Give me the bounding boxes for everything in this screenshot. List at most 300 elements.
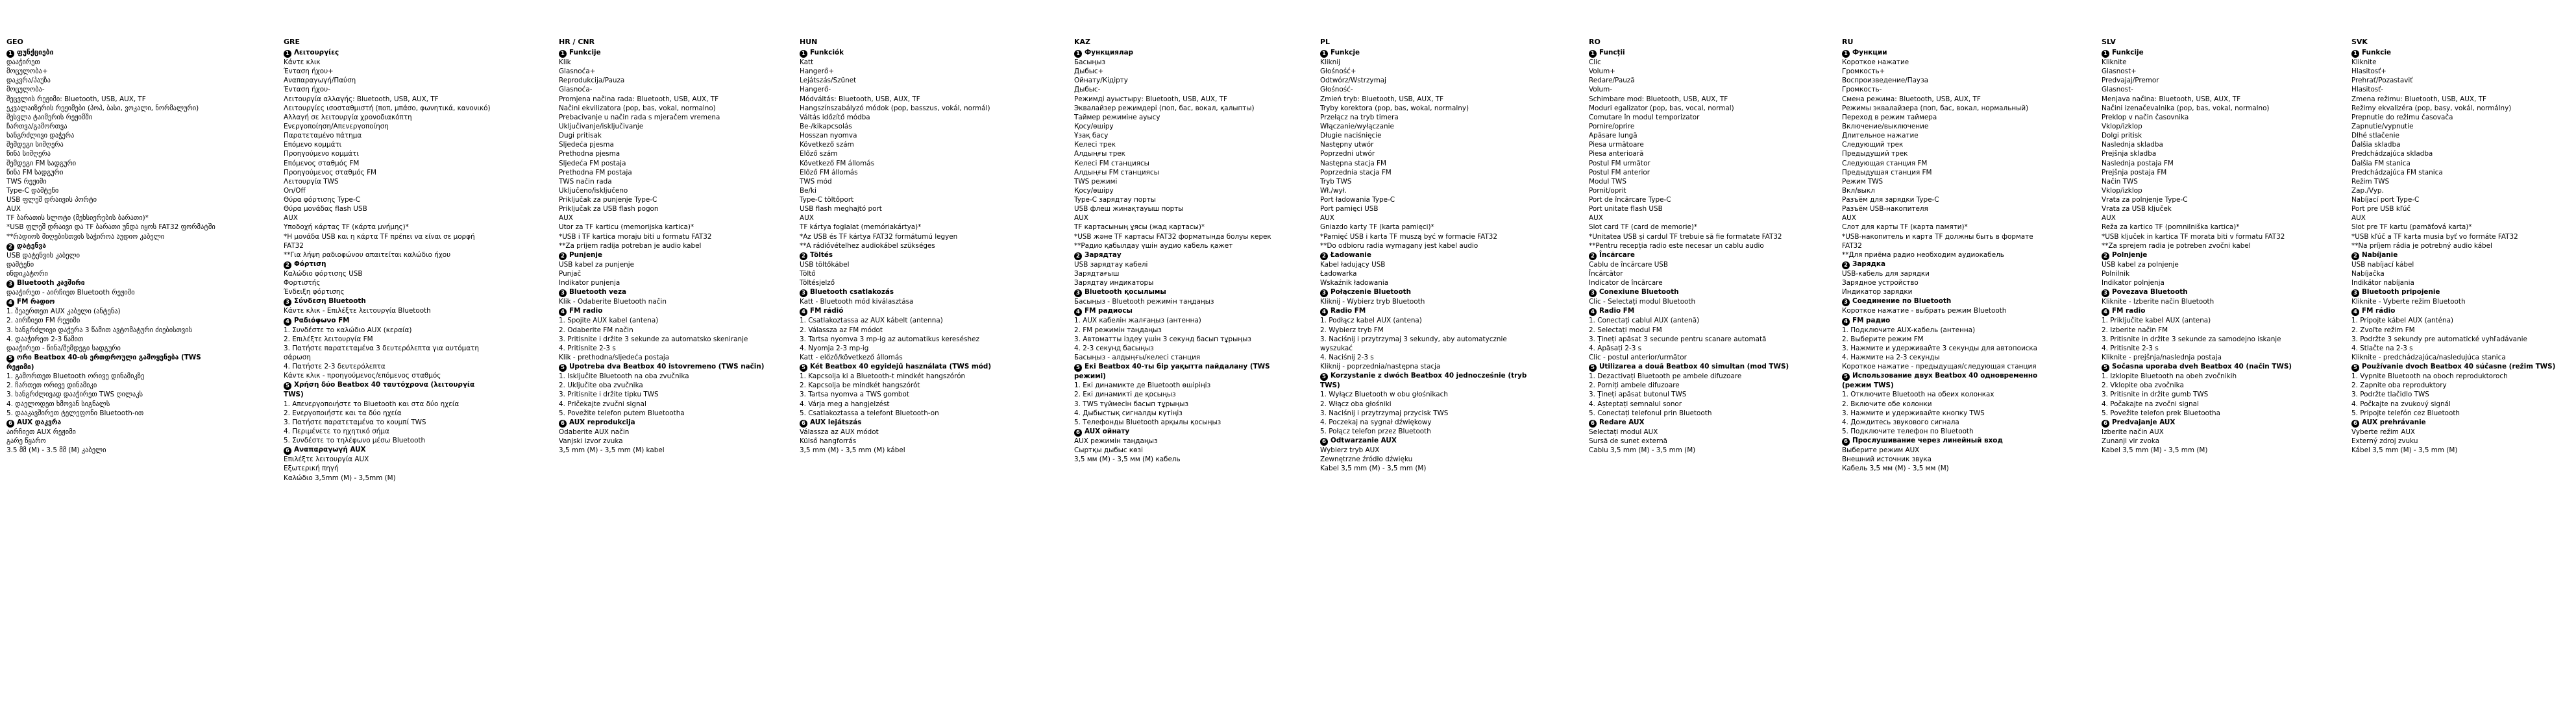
line-text: Előző szám xyxy=(800,150,838,158)
step-number-badge: 4 xyxy=(1320,308,1328,316)
line-text: Режим TWS xyxy=(1842,177,1883,186)
line-text: 3,5 mm (M) - 3,5 mm (M) kábel xyxy=(800,446,905,455)
text-line xyxy=(1842,113,2051,122)
line-text: Odtwarzanie AUX xyxy=(1331,437,1397,445)
line-text: 4. Дождитесь звукового сигнала xyxy=(1842,418,1959,426)
text-line xyxy=(284,204,493,213)
line-text: Katt - Bluetooth mód kiválasztása xyxy=(800,298,914,306)
step-number-badge: 2 xyxy=(2102,252,2109,260)
text-line xyxy=(284,58,493,67)
line-text: Nabíjací port Type-C xyxy=(2351,196,2420,204)
section-heading xyxy=(559,287,768,297)
line-text: Υποδοχή κάρτας TF (κάρτα μνήμης)* xyxy=(284,223,409,232)
line-text: AUX ойнату xyxy=(1085,428,1130,436)
line-text: Кабель 3,5 мм (M) - 3,5 мм (M) xyxy=(1842,465,1949,473)
line-text: AUX xyxy=(284,214,298,223)
text-line xyxy=(1320,149,1529,158)
line-text: Pornire/oprire xyxy=(1589,122,1635,130)
line-text: Clic - Selectați modul Bluetooth xyxy=(1589,298,1696,306)
step-number-badge: 3 xyxy=(284,298,291,306)
step-number-badge: 4 xyxy=(1842,318,1850,326)
text-line xyxy=(1320,85,1529,94)
text-line xyxy=(6,104,215,113)
line-text: *Az USB és TF kártya FAT32 formátumú legyen xyxy=(800,232,958,241)
text-line xyxy=(2102,446,2311,455)
text-line xyxy=(1589,95,1798,104)
text-line xyxy=(1842,362,2051,371)
line-text: Predchádzajúca skladba xyxy=(2351,150,2433,158)
line-text: FM радио xyxy=(1852,316,1891,324)
text-line xyxy=(1320,95,1529,104)
line-text: Kliknite - predchádzajúca/nasledujúca stanica xyxy=(2351,354,2506,362)
line-text: Menjava načina: Bluetooth, USB, AUX, TF xyxy=(2102,95,2241,103)
text-line xyxy=(1842,122,2051,131)
section-heading xyxy=(1320,250,1529,260)
line-text: დაკვრა/პაუზა xyxy=(6,77,51,85)
language-column xyxy=(559,38,768,455)
text-line xyxy=(284,287,493,296)
text-line xyxy=(800,241,1009,250)
section-heading xyxy=(800,48,1009,58)
line-text: Sursă de sunet externă xyxy=(1589,437,1668,446)
section-heading xyxy=(6,353,215,372)
language-code: HUN xyxy=(800,38,818,46)
line-text: Poprzednia stacja FM xyxy=(1320,168,1392,176)
section-heading xyxy=(284,380,493,399)
line-text: 1. Συνδέστε το καλώδιο AUX (κεραία) xyxy=(284,326,412,334)
line-text: Kliknij - poprzednia/następna stacja xyxy=(1320,363,1441,371)
step-number-badge: 5 xyxy=(2102,364,2109,372)
text-line xyxy=(1589,213,1798,223)
text-line xyxy=(6,344,215,353)
text-line xyxy=(2102,326,2311,335)
line-text: Предыдущий трек xyxy=(1842,150,1908,158)
text-line xyxy=(559,204,768,213)
text-line xyxy=(800,131,1009,140)
text-line xyxy=(2102,223,2311,232)
text-line xyxy=(2102,131,2311,140)
text-line xyxy=(2102,67,2311,76)
text-line xyxy=(284,186,493,195)
text-line xyxy=(1074,400,1283,409)
line-text: *USB ključek in kartica TF morata biti v formatu FAT32 xyxy=(2102,232,2285,241)
text-line xyxy=(1320,409,1529,418)
text-line xyxy=(800,344,1009,353)
line-text: Λειτουργίες ισοσταθμιστή (ποπ, μπάσο, φωνητικά, κανονικό) xyxy=(284,104,491,112)
line-text: Glasnoća- xyxy=(559,86,593,94)
line-text: Port ładowania Type-C xyxy=(1320,196,1395,204)
text-line xyxy=(2351,104,2560,113)
text-line xyxy=(1842,344,2051,353)
text-line xyxy=(1074,177,1283,186)
text-line xyxy=(1589,186,1798,195)
text-line xyxy=(1842,409,2051,418)
line-text: აირჩიეთ AUX რეჟიმი xyxy=(6,428,76,436)
text-line xyxy=(1842,104,2051,113)
line-text: Слот для карты TF (карта памяти)* xyxy=(1842,223,1968,232)
text-line xyxy=(1074,95,1283,104)
text-line xyxy=(2102,316,2311,325)
line-text: Redare AUX xyxy=(1599,418,1645,426)
text-line xyxy=(6,381,215,390)
line-text: Módváltás: Bluetooth, USB, AUX, TF xyxy=(800,95,920,103)
text-line xyxy=(284,67,493,76)
line-text: 1. Отключите Bluetooth на обеих колонках xyxy=(1842,391,1994,399)
line-text: Зарядтағыш xyxy=(1074,270,1120,278)
line-text: Hosszan nyomva xyxy=(800,132,857,140)
text-line xyxy=(2351,297,2560,306)
text-line xyxy=(2351,213,2560,223)
section-heading xyxy=(2102,48,2311,58)
line-text: 1. Isključite Bluetooth na oba zvučnika xyxy=(559,372,689,381)
line-text: Κάντε κλικ - προηγούμενος/επόμενος σταθμός xyxy=(284,372,441,380)
language-code: HR / CNR xyxy=(559,38,595,46)
text-line xyxy=(800,297,1009,306)
line-text: Priključak za punjenje Type-C xyxy=(559,196,657,204)
text-line xyxy=(559,85,768,94)
line-text: Clic - postul anterior/următor xyxy=(1589,354,1687,362)
section-heading xyxy=(800,250,1009,260)
line-text: Zapnutie/vypnutie xyxy=(2351,122,2414,130)
text-line xyxy=(2102,409,2311,418)
text-line xyxy=(559,76,768,85)
text-line xyxy=(2102,390,2311,399)
text-line xyxy=(800,177,1009,186)
text-line xyxy=(2351,353,2560,362)
line-text: Kliknite - Vyberte režim Bluetooth xyxy=(2351,298,2466,306)
line-text: Reprodukcija/Pauza xyxy=(559,77,625,85)
step-number-badge: 6 xyxy=(800,420,807,428)
line-text: Вкл/выкл xyxy=(1842,186,1875,195)
text-line xyxy=(1074,85,1283,94)
text-line xyxy=(1074,260,1283,269)
line-text: Priključak za USB flash pogon xyxy=(559,205,659,213)
line-text: Reža za kartico TF (pomnilniška kartica)* xyxy=(2102,223,2240,232)
line-text: Promjena načina rada: Bluetooth, USB, AUX, TF xyxy=(559,95,719,103)
line-text: 4. Πατήστε 2-3 δευτερόλεπτα xyxy=(284,363,386,371)
text-line xyxy=(284,418,493,427)
section-heading xyxy=(2351,306,2560,316)
line-text: Χρήση δύο Beatbox 40 ταυτόχρονα (λειτουργία TWS) xyxy=(284,381,475,399)
text-line xyxy=(1320,140,1529,149)
section-heading xyxy=(284,296,493,306)
text-line xyxy=(2102,260,2311,269)
line-text: 3. Naciśnij i przytrzymaj 3 sekundy, aby automatycznie wyszukać xyxy=(1320,335,1507,352)
line-text: USB nabíjací kábel xyxy=(2351,260,2414,269)
text-line xyxy=(800,195,1009,204)
line-text: Odaberite AUX način xyxy=(559,428,630,436)
text-line xyxy=(800,437,1009,446)
line-text: 3. Нажмите и удерживайте кнопку TWS xyxy=(1842,409,1985,417)
text-line xyxy=(1074,58,1283,67)
text-line xyxy=(6,437,215,446)
line-text: 1. Екі динамикте де Bluetooth өшіріңіз xyxy=(1074,381,1211,390)
step-number-badge: 3 xyxy=(2102,289,2109,297)
line-text: Következő FM állomás xyxy=(800,159,875,167)
text-line xyxy=(800,204,1009,213)
text-line xyxy=(2351,241,2560,250)
section-heading xyxy=(2102,306,2311,316)
text-line xyxy=(1842,95,2051,104)
line-text: AUX prehrávanie xyxy=(2362,418,2426,426)
line-text: შეცვლის რეჟიმი: Bluetooth, USB, AUX, TF xyxy=(6,95,146,103)
line-text: Ένδειξη φόρτισης xyxy=(284,288,345,296)
line-text: Przełącz na tryb timera xyxy=(1320,113,1399,121)
step-number-badge: 2 xyxy=(6,243,14,251)
line-text: Katt xyxy=(800,58,814,66)
line-text: 3. Naciśnij i przytrzymaj przycisk TWS xyxy=(1320,409,1449,417)
line-text: *Η μονάδα USB και η κάρτα TF πρέπει να είναι σε μορφή FAT32 xyxy=(284,232,475,250)
text-line xyxy=(284,122,493,131)
line-text: Radio FM xyxy=(1331,307,1366,315)
text-line xyxy=(2102,297,2311,306)
text-line xyxy=(800,278,1009,287)
line-text: Разъём USB-накопителя xyxy=(1842,205,1928,213)
line-text: Postul FM următor xyxy=(1589,159,1650,167)
step-number-badge: 3 xyxy=(559,289,567,297)
text-line xyxy=(1589,168,1798,177)
text-line xyxy=(1842,269,2051,278)
line-text: 3. Țineți apăsat 3 secunde pentru scanare automată xyxy=(1589,335,1767,343)
section-heading xyxy=(2102,418,2311,428)
text-line xyxy=(1842,159,2051,168)
line-text: 3. ხანგრძლივად დააჭირეთ TWS ღილაკს xyxy=(6,391,143,399)
text-line xyxy=(800,149,1009,158)
section-heading xyxy=(284,260,493,269)
line-text: Режимы эквалайзера (поп, бас, вокал, нормальный) xyxy=(1842,104,2029,112)
text-line xyxy=(6,159,215,168)
line-text: Προηγούμενο κομμάτι xyxy=(284,150,359,158)
step-number-badge: 6 xyxy=(1320,438,1328,446)
line-text: 4. Várja meg a hangjelzést xyxy=(800,400,890,408)
line-text: Hangerő+ xyxy=(800,67,835,76)
text-line xyxy=(800,428,1009,437)
line-text: Vrata za USB ključek xyxy=(2102,205,2172,213)
text-line xyxy=(284,455,493,464)
line-text: Λειτουργίες xyxy=(294,48,339,56)
text-line xyxy=(800,326,1009,335)
text-line xyxy=(1589,437,1798,446)
line-text: Két Beatbox 40 egyidejű használata (TWS mód) xyxy=(810,363,992,371)
text-line xyxy=(1842,168,2051,177)
line-text: Функции xyxy=(1852,48,1887,56)
text-line xyxy=(1074,159,1283,168)
line-text: Dugi pritisak xyxy=(559,132,602,140)
text-line xyxy=(1589,381,1798,390)
line-text: Głośność- xyxy=(1320,86,1353,94)
text-line xyxy=(2351,76,2560,85)
line-text: *USB және TF картасы FAT32 форматында болуы керек xyxy=(1074,232,1271,241)
line-text: Funkcije xyxy=(569,48,601,56)
line-text: Kliknij - Wybierz tryb Bluetooth xyxy=(1320,298,1425,306)
text-line xyxy=(1589,372,1798,381)
text-line xyxy=(1320,213,1529,223)
text-line xyxy=(6,372,215,381)
step-number-badge: 4 xyxy=(1589,308,1597,316)
line-text: Prejšnja postaja FM xyxy=(2102,168,2167,176)
line-text: Kabel ładujący USB xyxy=(1320,260,1386,269)
section-heading xyxy=(1320,306,1529,316)
line-text: 1. Απενεργοποιήστε το Bluetooth και στα δύο ηχεία xyxy=(284,400,460,408)
text-line xyxy=(800,104,1009,113)
text-line xyxy=(1842,149,2051,158)
text-line xyxy=(284,278,493,287)
line-text: **Pentru recepția radio este necesar un cablu audio xyxy=(1589,241,1764,250)
line-text: Katt - előző/következő állomás xyxy=(800,354,903,362)
line-text: Naslednja postaja FM xyxy=(2102,159,2174,167)
text-line xyxy=(2351,232,2560,241)
text-line xyxy=(284,344,493,362)
line-text: Válassza az AUX módot xyxy=(800,428,879,436)
line-text: Зарядное устройство xyxy=(1842,279,1919,287)
line-text: Vyberte režim AUX xyxy=(2351,428,2416,436)
text-line xyxy=(1589,297,1798,306)
text-line xyxy=(284,149,493,158)
line-text: Be-/kikapcsolás xyxy=(800,122,852,130)
text-line xyxy=(2351,113,2560,122)
text-line xyxy=(2102,400,2311,409)
text-line xyxy=(2102,353,2311,362)
text-line xyxy=(800,76,1009,85)
line-text: USB-кабель для зарядки xyxy=(1842,270,1930,278)
line-text: 4. Nyomja 2-3 mp-ig xyxy=(800,344,869,352)
step-number-badge: 2 xyxy=(1320,252,1328,260)
text-line xyxy=(1842,223,2051,232)
text-line xyxy=(2351,149,2560,158)
line-text: 4. დაელოდეთ ხმოვან სიგნალს xyxy=(6,400,110,408)
line-text: Zewnętrzne źródło dźwięku xyxy=(1320,455,1413,464)
text-line xyxy=(1320,232,1529,241)
line-text: **Радио қабылдау үшін аудио кабель қажет xyxy=(1074,241,1233,250)
line-text: Bluetooth pripojenie xyxy=(2362,288,2440,296)
text-line xyxy=(2102,344,2311,353)
text-line xyxy=(559,131,768,140)
section-heading xyxy=(6,418,215,428)
language-code: PL xyxy=(1320,38,1331,46)
text-line xyxy=(2102,177,2311,186)
line-text: Indikator punjenja xyxy=(559,279,620,287)
line-text: FM rádió xyxy=(810,307,844,315)
line-text: USB დატენვის კაბელი xyxy=(6,251,80,260)
step-number-badge: 1 xyxy=(1589,50,1597,58)
line-text: Režim TWS xyxy=(2351,177,2390,186)
text-line xyxy=(559,269,768,278)
line-text: Φόρτιση xyxy=(294,260,326,269)
line-text: Қосу/өшіру xyxy=(1074,122,1114,130)
step-number-badge: 4 xyxy=(1074,308,1082,316)
section-heading xyxy=(800,287,1009,297)
line-text: 2. FM режимін таңдаңыз xyxy=(1074,326,1162,334)
text-line xyxy=(6,140,215,149)
line-text: USB kabel za polnjenje xyxy=(2102,260,2179,269)
text-line xyxy=(1320,131,1529,140)
line-text: Ұзақ басу xyxy=(1074,132,1109,140)
line-text: 3. TWS түймесін басып тұрыңыз xyxy=(1074,400,1189,408)
text-line xyxy=(1320,418,1529,427)
line-text: Καλώδιο 3,5mm (M) - 3,5mm (M) xyxy=(284,474,396,482)
line-text: Glasnost+ xyxy=(2102,67,2137,76)
text-line xyxy=(800,213,1009,223)
line-text: Apăsare lungă xyxy=(1589,132,1638,140)
line-text: 2. Odaberite FM način xyxy=(559,326,633,334)
line-text: Hangszínszabályzó módok (pop, basszus, vokál, normál) xyxy=(800,104,990,112)
line-text: Ραδιόφωνο FM xyxy=(294,316,350,324)
section-heading xyxy=(2351,287,2560,297)
line-text: Следующая станция FM xyxy=(1842,159,1928,167)
line-text: 3. Πατήστε παρατεταμένα 3 δευτερόλεπτα για αυτόματη σάρωση xyxy=(284,344,479,362)
text-line xyxy=(284,95,493,104)
line-text: Kliknite - prejšnja/naslednja postaja xyxy=(2102,354,2222,362)
line-text: **Za sprejem radia je potreben zvočni kabel xyxy=(2102,241,2251,250)
line-text: Зарядтау индикаторы xyxy=(1074,279,1154,287)
section-heading xyxy=(2102,362,2311,372)
text-line xyxy=(2351,437,2560,446)
line-text: 2. Wybierz tryb FM xyxy=(1320,326,1384,334)
line-text: 1. Conectați cablul AUX (antenă) xyxy=(1589,317,1700,325)
text-line xyxy=(559,159,768,168)
line-text: TWS način rada xyxy=(559,177,612,186)
line-text: შესვლა ტაიმერის რეჟიმში xyxy=(6,113,93,121)
line-text: FM რადიო xyxy=(17,298,55,306)
text-line xyxy=(559,297,768,306)
line-text: Соединение по Bluetooth xyxy=(1852,297,1952,306)
section-heading xyxy=(1842,260,2051,269)
text-line xyxy=(2102,95,2311,104)
text-line xyxy=(1589,122,1798,131)
text-line xyxy=(284,427,493,436)
text-line xyxy=(559,428,768,437)
language-code: GEO xyxy=(6,38,23,46)
line-text: 2. Vklopite oba zvočnika xyxy=(2102,381,2184,390)
text-line xyxy=(559,95,768,104)
line-text: Включение/выключение xyxy=(1842,122,1929,130)
text-line xyxy=(2351,186,2560,195)
line-text: Predvajanje AUX xyxy=(2112,418,2176,426)
section-heading xyxy=(6,241,215,251)
text-line xyxy=(1074,269,1283,278)
line-text: Postul FM anterior xyxy=(1589,168,1650,176)
section-heading xyxy=(2351,48,2560,58)
text-line xyxy=(800,335,1009,344)
text-line xyxy=(800,140,1009,149)
text-line xyxy=(2102,428,2311,437)
line-text: Töltésjelző xyxy=(800,279,835,287)
line-text: Предыдущая станция FM xyxy=(1842,168,1932,176)
line-text: 4. Περιμένετε το ηχητικό σήμα xyxy=(284,428,389,436)
line-text: მოცულობა+ xyxy=(6,67,48,76)
text-line xyxy=(1589,269,1798,278)
line-text: 2. Επιλέξτε λειτουργία FM xyxy=(284,335,373,343)
text-line xyxy=(6,58,215,67)
text-line xyxy=(6,168,215,177)
step-number-badge: 4 xyxy=(800,308,807,316)
line-text: AUX xyxy=(800,214,814,223)
text-line xyxy=(1842,67,2051,76)
line-text: Încărcare xyxy=(1599,250,1635,259)
line-text: Kabel 3,5 mm (M) - 3,5 mm (M) xyxy=(1320,465,1427,473)
text-line xyxy=(1074,122,1283,131)
language-column xyxy=(1320,38,1529,474)
text-line xyxy=(559,353,768,362)
text-line xyxy=(284,195,493,204)
line-text: Način TWS xyxy=(2102,177,2138,186)
line-text: Punjač xyxy=(559,270,582,278)
text-line xyxy=(6,269,215,278)
text-line xyxy=(1320,168,1529,177)
text-line xyxy=(800,353,1009,362)
text-line xyxy=(6,251,215,260)
line-text: დამტენი xyxy=(6,260,34,269)
